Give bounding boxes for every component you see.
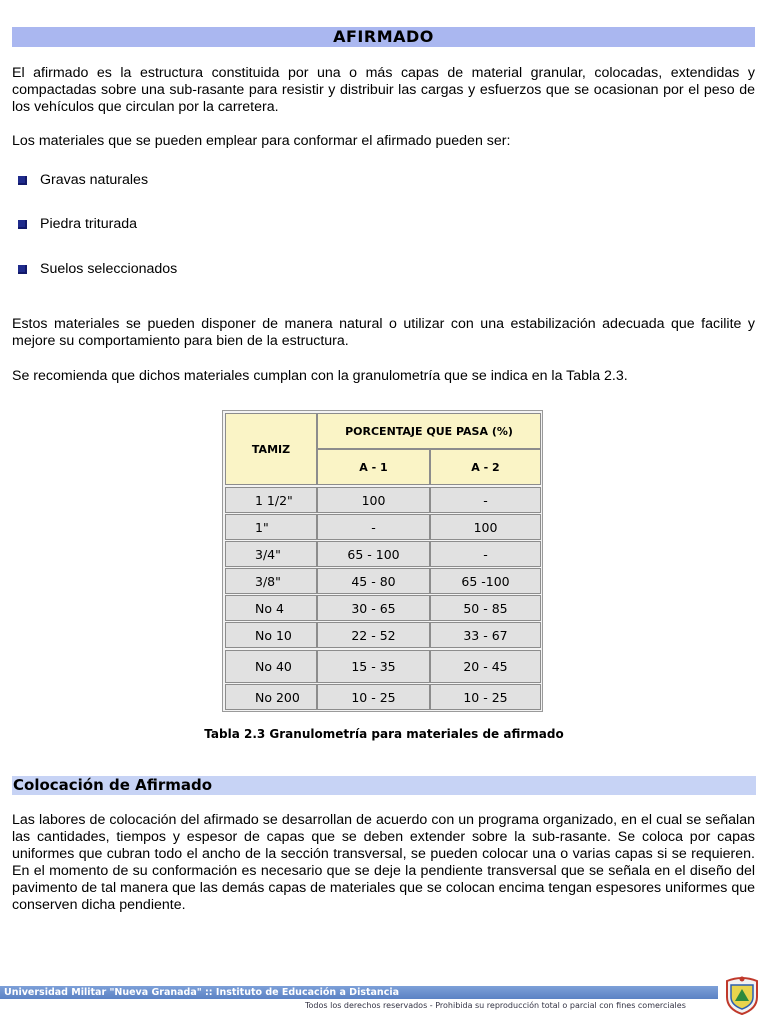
list-item — [18, 172, 148, 189]
bullet-square-icon — [18, 220, 27, 229]
bullet-square-icon — [18, 176, 27, 185]
table-header-a2: A - 2 — [430, 449, 541, 485]
table-cell-a2: 33 - 67 — [430, 622, 541, 648]
table-header-tamiz: TAMIZ — [225, 413, 317, 485]
list-item — [18, 261, 177, 278]
table-cell-a1: 30 - 65 — [317, 595, 430, 621]
table-cell-tamiz: 3/4" — [225, 541, 317, 567]
list-item-label: Gravas naturales — [40, 172, 149, 188]
list-item-label: Piedra triturada — [40, 216, 137, 232]
table-cell-tamiz: 3/8" — [225, 568, 317, 594]
section-title: Colocación de Afirmado — [12, 776, 756, 795]
intro-paragraph: El afirmado es la estructura constituida por una o más capas de material granular, colocadas, extendidas y compactadas sobre una sub-rasante para resistir y distribuir las cargas y esfuerzos que se ocasionan por el peso de los vehículos que circulan por la carretera. — [12, 65, 755, 115]
section-paragraph: Las labores de colocación del afirmado se desarrollan de acuerdo con un programa organizado, en el cual se señalan las cantidades, tiempos y espesor de capas que se deben extender sobre la sub-rasante. Se coloca por capas uniformes que cubran todo el ancho de la sección transversal, se pueden colocar una o varias capas si se requieren. En el momento de su conformación es necesario que se deje la pendiente transversal que se señala en el diseño del pavimento de tal manera que las demás capas de materiales que se colocan encima tengan espesores uniformes que conserven dicha pendiente. — [12, 812, 755, 913]
page-title: AFIRMADO — [12, 27, 755, 47]
table-cell-a1: 22 - 52 — [317, 622, 430, 648]
table-cell-a1: 10 - 25 — [317, 684, 430, 710]
list-item — [18, 216, 137, 233]
paragraph-3: Se recomienda que dichos materiales cumplan con la granulometría que se indica en la Tabla 2.3. — [12, 368, 628, 384]
table-cell-tamiz: No 40 — [225, 650, 317, 683]
paragraph-2: Estos materiales se pueden disponer de manera natural o utilizar con una estabilización adecuada que facilite y mejore su comportamiento para bien de la estructura. — [12, 316, 755, 349]
footer-institution: Universidad Militar "Nueva Granada" :: Instituto de Educación a Distancia — [0, 986, 718, 999]
table-cell-a1: 45 - 80 — [317, 568, 430, 594]
table-cell-a1: - — [317, 514, 430, 540]
table-cell-a2: - — [430, 487, 541, 513]
table-cell-a1: 65 - 100 — [317, 541, 430, 567]
table-cell-tamiz: 1" — [225, 514, 317, 540]
table-cell-a1: 15 - 35 — [317, 650, 430, 683]
table-cell-tamiz: No 200 — [225, 684, 317, 710]
table-cell-a2: 50 - 85 — [430, 595, 541, 621]
table-header-a1: A - 1 — [317, 449, 430, 485]
university-shield-icon — [723, 975, 761, 1015]
table-cell-tamiz: No 10 — [225, 622, 317, 648]
table-cell-a2: 65 -100 — [430, 568, 541, 594]
table-cell-a2: 100 — [430, 514, 541, 540]
bullet-square-icon — [18, 265, 27, 274]
materials-intro: Los materiales que se pueden emplear para conformar el afirmado pueden ser: — [12, 133, 511, 149]
table-cell-tamiz: 1 1/2" — [225, 487, 317, 513]
table-cell-a1: 100 — [317, 487, 430, 513]
table-cell-a2: 10 - 25 — [430, 684, 541, 710]
table-cell-a2: - — [430, 541, 541, 567]
table-cell-a2: 20 - 45 — [430, 650, 541, 683]
list-item-label: Suelos seleccionados — [40, 261, 178, 277]
table-caption: Tabla 2.3 Granulometría para materiales de afirmado — [204, 727, 564, 741]
table-cell-tamiz: No 4 — [225, 595, 317, 621]
granulometry-table — [222, 410, 543, 712]
table-header-group: PORCENTAJE QUE PASA (%) — [317, 413, 541, 449]
footer-rights: Todos los derechos reservados - Prohibida su reproducción total o parcial con fines comerciales — [305, 1001, 686, 1010]
